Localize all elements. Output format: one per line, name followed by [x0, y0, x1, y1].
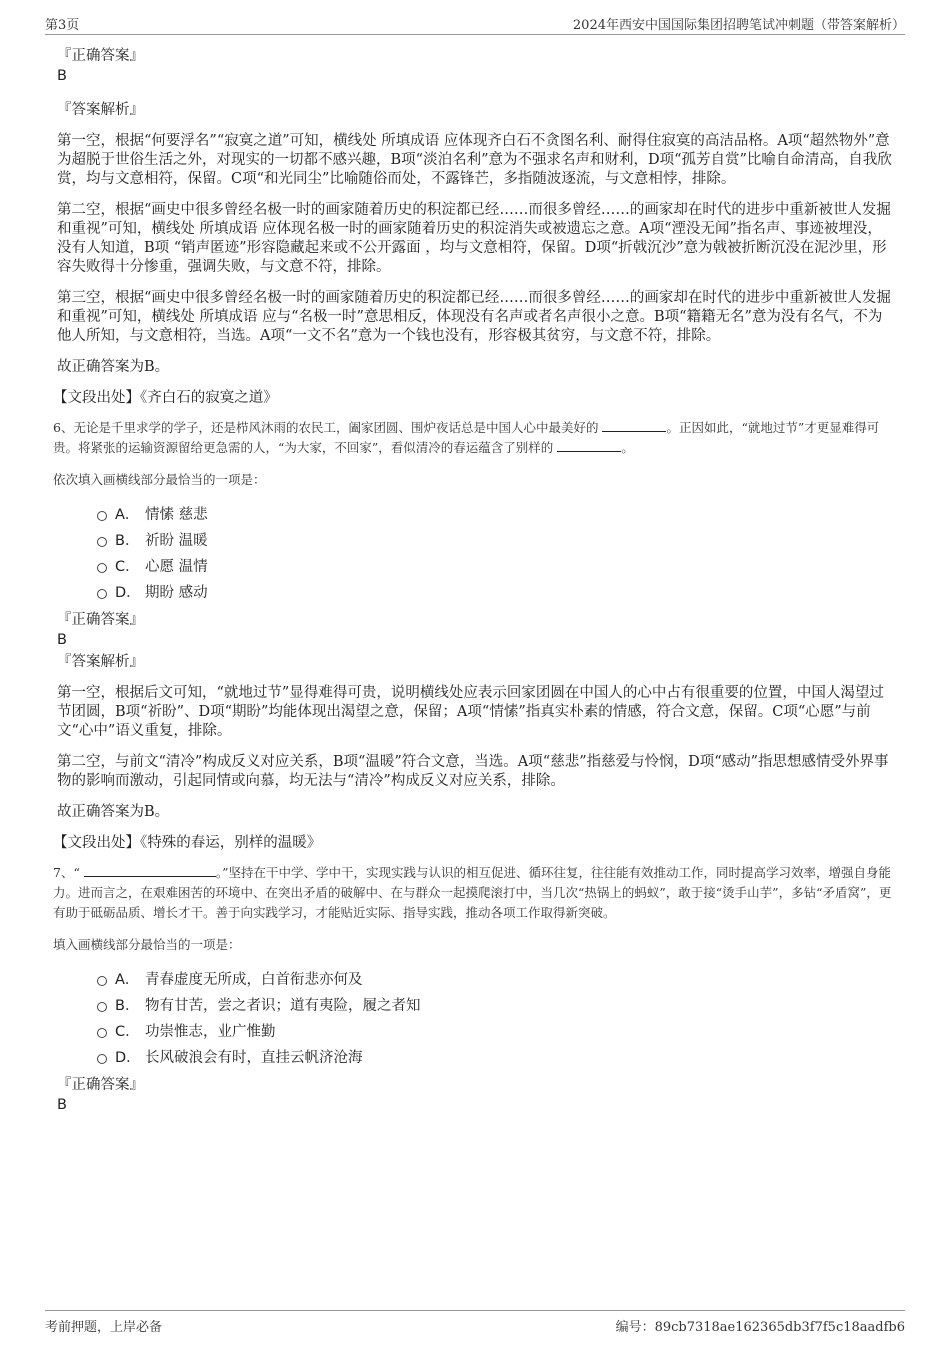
radio-icon[interactable]	[97, 976, 107, 986]
q5-analysis-1: 第一空，根据“何要浮名”“寂寞之道”可知，横线处 所填成语 应体现齐白石不贪图名利、耐得住寂寞的高洁品格。A项“超然物外”意为超脱于世俗生活之外，对现实的一切都不感兴趣，B项“淡泊名利”意为不强求名声和财利，D项“孤芳自赏”比喻自命清高，自我欣赏，均与文意相符，保留。C项“和光同尘”比喻随俗而处，不露锋芒，多指随波逐流，与文意相悖，排除。	[57, 133, 892, 187]
option-text: 祈盼 温暖	[145, 533, 208, 549]
q6-analysis-1: 第一空，根据后文可知，“就地过节”显得难得可贵，说明横线处应表示回家团圆在中国人的心中占有很重要的位置，中国人渴望过节团圆，B项“祈盼”、D项“期盼”均能体现出渴望之意，保留；A项“情愫”指真实朴素的情感，符合文意，保留。C项“心愿”与前文“心中”语义重复，排除。	[57, 685, 884, 739]
q5-analysis-2: 第二空，根据“画史中很多曾经名极一时的画家随着历史的积淀都已经……而很多曾经……的画家却在时代的进步中重新被世人发掘和重视”可知，横线处 所填成语 应体现名极一时的画家随着历史的积淀消失或被遗忘之意。A项“湮没无闻”指名声、事迹被埋没，没有人知道，B项 “销声匿迹”形容隐藏起来或不公开露面 ，均与文意相符，保留。D项“折戟沉沙”意为戟被折断沉没在泥沙里，形容失败得十分惨重，强调失败，与文意不符，排除。	[57, 202, 891, 275]
option-text: 心愿 温情	[145, 559, 208, 575]
radio-icon[interactable]	[97, 1054, 107, 1064]
radio-icon[interactable]	[97, 537, 107, 547]
analysis-label: 『答案解析』	[57, 654, 144, 670]
q7-options	[57, 967, 895, 1071]
q7-text-prefix: 7、“	[53, 865, 80, 880]
radio-icon[interactable]	[97, 511, 107, 521]
page-header	[45, 12, 905, 35]
q6-option-b[interactable]	[57, 528, 895, 554]
q6-option-c[interactable]	[57, 554, 895, 580]
q5-answer: B	[57, 68, 67, 84]
option-letter: B．	[115, 998, 140, 1014]
q6-source: 【文段出处】《特殊的春运，别样的温暖》	[53, 835, 322, 851]
correct-answer-label: 『正确答案』	[57, 612, 144, 628]
radio-icon[interactable]	[97, 1002, 107, 1012]
q6-options	[57, 502, 895, 606]
q7-answer: B	[57, 1097, 67, 1113]
q7-option-c[interactable]	[57, 1019, 895, 1045]
radio-icon[interactable]	[97, 1028, 107, 1038]
radio-icon[interactable]	[97, 563, 107, 573]
option-letter: B．	[115, 533, 140, 549]
q6-option-a[interactable]	[57, 502, 895, 528]
q6-text-1: 6、无论是千里求学的学子，还是栉风沐雨的农民工，阖家团圆、围炉夜话总是中国人心中最美好的	[53, 420, 599, 435]
q7-blank	[84, 864, 216, 877]
q6-text-3: 。	[621, 440, 634, 455]
q6-blank-1	[602, 419, 666, 432]
document-title: 2024年西安中国国际集团招聘笔试冲刺题（带答案解析）	[572, 18, 905, 33]
correct-answer-label: 『正确答案』	[57, 48, 144, 64]
option-text: 功崇惟志，业广惟勤	[145, 1024, 276, 1040]
analysis-label: 『答案解析』	[57, 102, 144, 118]
q6-option-d[interactable]	[57, 580, 895, 606]
option-letter: C．	[115, 559, 140, 575]
option-letter: A．	[115, 972, 140, 988]
q6-prompt: 依次填入画横线部分最恰当的一项是：	[53, 472, 266, 487]
q7-prompt: 填入画横线部分最恰当的一项是：	[53, 937, 241, 952]
q7-option-b[interactable]	[57, 993, 895, 1019]
q6-blank-2	[557, 439, 621, 452]
q7-option-a[interactable]	[57, 967, 895, 993]
page-content	[53, 46, 895, 1115]
option-text: 情愫 慈悲	[145, 507, 208, 523]
option-text: 青春虚度无所成，白首衔悲亦何及	[145, 972, 363, 988]
q6-conclusion: 故正确答案为B。	[57, 804, 170, 820]
option-text: 长风破浪会有时，直挂云帆济沧海	[145, 1050, 363, 1066]
q6-question	[53, 418, 895, 458]
option-letter: D．	[115, 1050, 141, 1066]
q5-conclusion: 故正确答案为B。	[57, 359, 170, 375]
q7-question	[53, 863, 895, 923]
option-letter: A．	[115, 507, 140, 523]
q7-option-d[interactable]	[57, 1045, 895, 1071]
page-footer	[45, 1310, 905, 1337]
option-letter: C．	[115, 1024, 140, 1040]
option-letter: D．	[115, 585, 141, 601]
q6-text-2: 。正因如此，“就地过节”才更显难得可贵。将紧张的运输资源留给更急需的人，“为大家，不回家”，看似清冷的春运蕴含了别样的	[53, 420, 880, 455]
q5-analysis-3: 第三空，根据“画史中很多曾经名极一时的画家随着历史的积淀都已经……而很多曾经……的画家却在时代的进步中重新被世人发掘和重视”可知，横线处 所填成语 应与“名极一时”意思相反，体现没有名声或者名声很小之意。B项“籍籍无名”意为没有名气，不为他人所知，与文意相符，当选。A项“一文不名”意为一个钱也没有，形容极其贫穷，与文意不符，排除。	[57, 290, 891, 344]
footer-slogan: 考前押题，上岸必备	[45, 1320, 163, 1335]
q7-text: 。”坚持在干中学、学中干，实现实践与认识的相互促进、循环往复，往往能有效推动工作，同时提高学习效率，增强自身能力。进而言之，在艰难困苦的环境中、在突出矛盾的破解中、在与群众一起摸爬滚打中，当几次“热锅上的蚂蚁”，敢于接“烫手山芋”，多钻“矛盾窝”，更有助于砥砺品质、增长才干。善于向实践学习，才能贴近实际、指导实践，推动各项工作取得新突破。	[53, 865, 892, 920]
document-code: 编号：89cb7318ae162365db3f7f5c18aadfb6	[615, 1320, 905, 1335]
q5-source: 【文段出处】《齐白石的寂寞之道》	[53, 390, 278, 406]
correct-answer-label: 『正确答案』	[57, 1077, 144, 1093]
q6-answer: B	[57, 632, 67, 648]
option-text: 物有甘苦，尝之者识；道有夷险，履之者知	[145, 998, 421, 1014]
radio-icon[interactable]	[97, 589, 107, 599]
option-text: 期盼 感动	[145, 585, 208, 601]
page-number: 第3页	[45, 18, 80, 33]
q6-analysis-2: 第二空，与前文“清冷”构成反义对应关系，B项“温暖”符合文意，当选。A项“慈悲”指慈爱与怜悯，D项“感动”指思想感情受外界事物的影响而激动，引起同情或向慕，均无法与“清冷”构成反义对应关系，排除。	[57, 754, 889, 789]
